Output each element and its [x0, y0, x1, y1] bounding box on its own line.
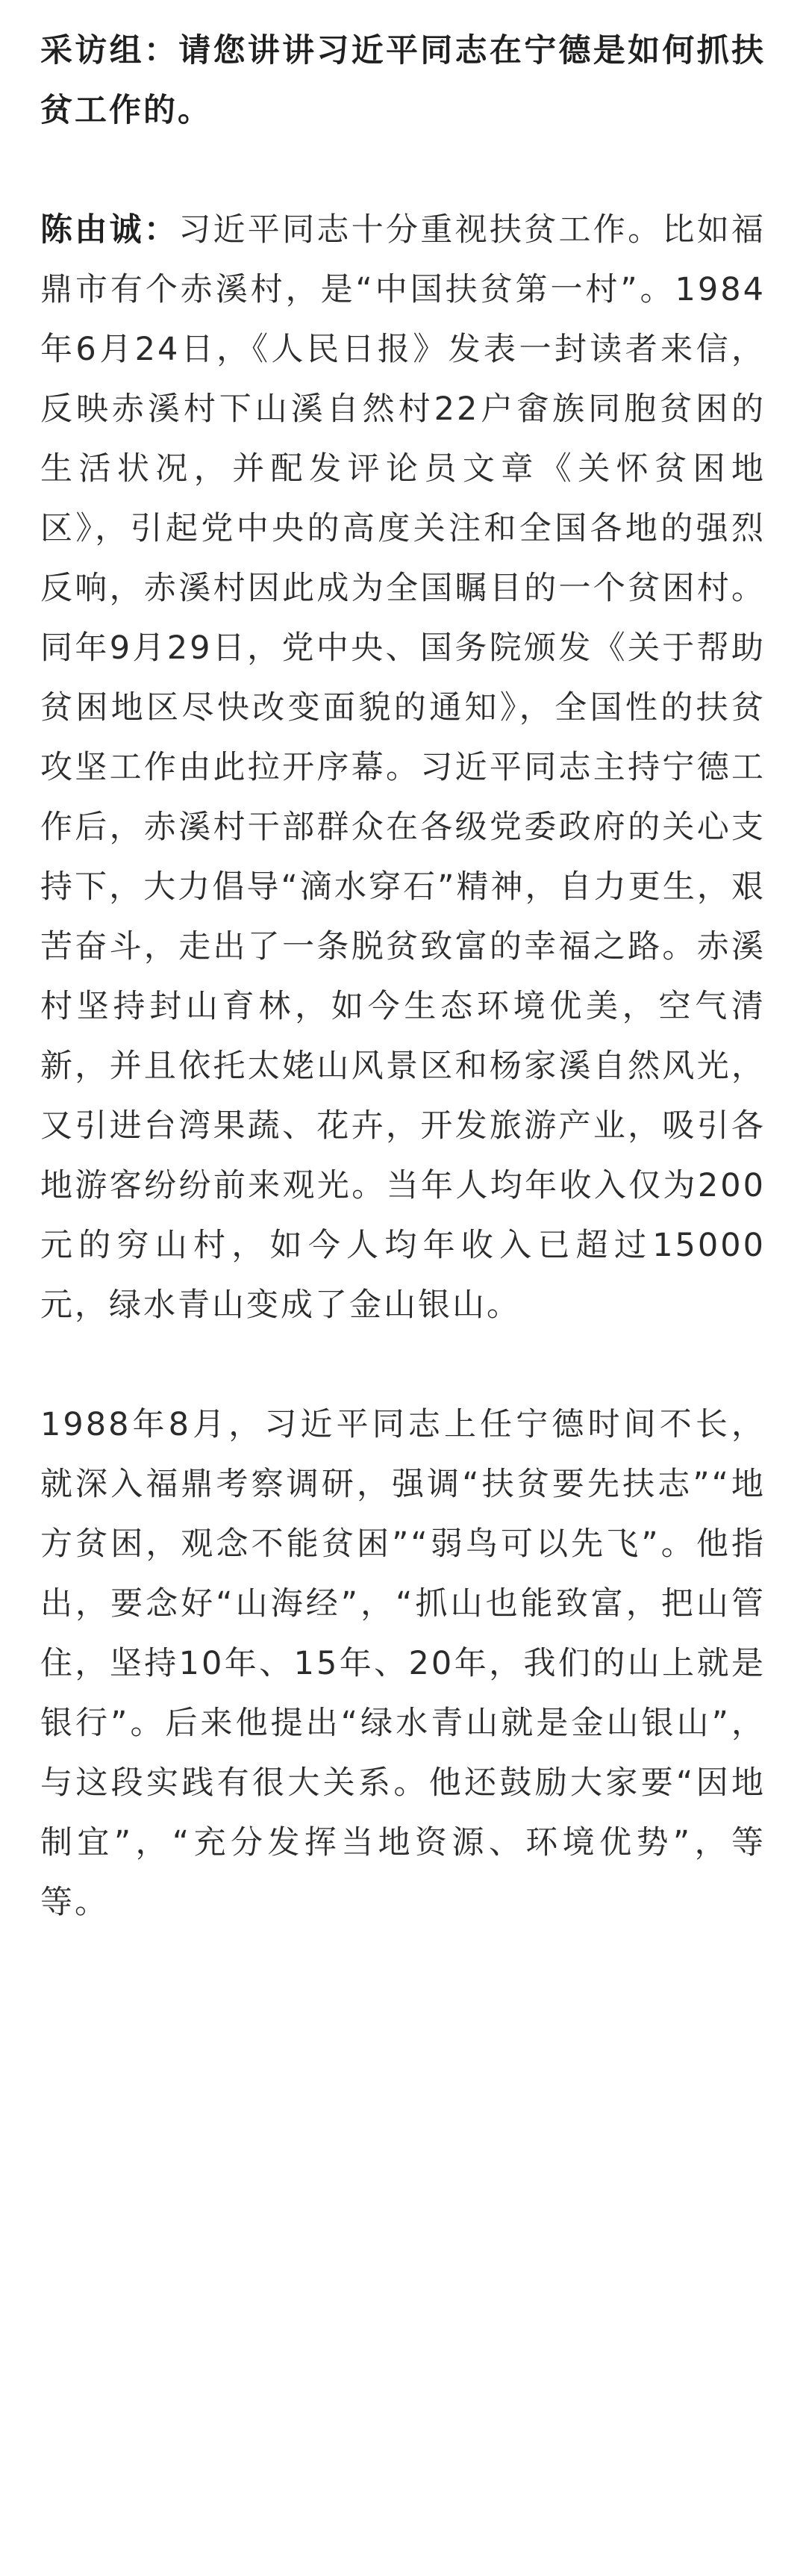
answer-paragraph-1-text: 习近平同志十分重视扶贫工作。比如福鼎市有个赤溪村，是“中国扶贫第一村”。1984年6月24日，《人民日报》发表一封读者来信，反映赤溪村下山溪自然村22户畲族同胞贫困的生活状况，并配发评论员文章《关怀贫困地区》，引起党中央的高度关注和全国各地的强烈反响，赤溪村因此成为全国瞩目的一个贫困村。同年9月29日，党中央、国务院颁发《关于帮助贫困地区尽快改变面貌的通知》，全国性的扶贫攻坚工作由此拉开序幕。习近平同志主持宁德工作后，赤溪村干部群众在各级党委政府的关心支持下，大力倡导“滴水穿石”精神，自力更生，艰苦奋斗，走出了一条脱贫致富的幸福之路。赤溪村坚持封山育林，如今生态环境优美，空气清新，并且依托太姥山风景区和杨家溪自然风光，又引进台湾果蔬、花卉，开发旅游产业，吸引各地游客纷纷前来观光。当年人均年收入仅为200元的穷山村，如今人均年收入已超过15000元，绿水青山变成了金山银山。 — [40, 211, 766, 1324]
answer-paragraph-1 — [40, 200, 766, 1335]
answer-speaker: 陈由诚： — [40, 211, 179, 249]
interview-question: 采访组：请您讲讲习近平同志在宁德是如何抓扶贫工作的。 — [40, 32, 766, 129]
answer-paragraph-2: 1988年8月，习近平同志上任宁德时间不长，就深入福鼎考察调研，强调“扶贫要先扶志”“地方贫困，观念不能贫困”“弱鸟可以先飞”。他指出，要念好“山海经”，“抓山也能致富，把山管住，坚持10年、15年、20年，我们的山上就是银行”。后来他提出“绿水青山就是金山银山”，与这段实践有很大关系。他还鼓励大家要“因地制宜”，“充分发挥当地资源、环境优势”，等等。 — [40, 1406, 766, 1921]
